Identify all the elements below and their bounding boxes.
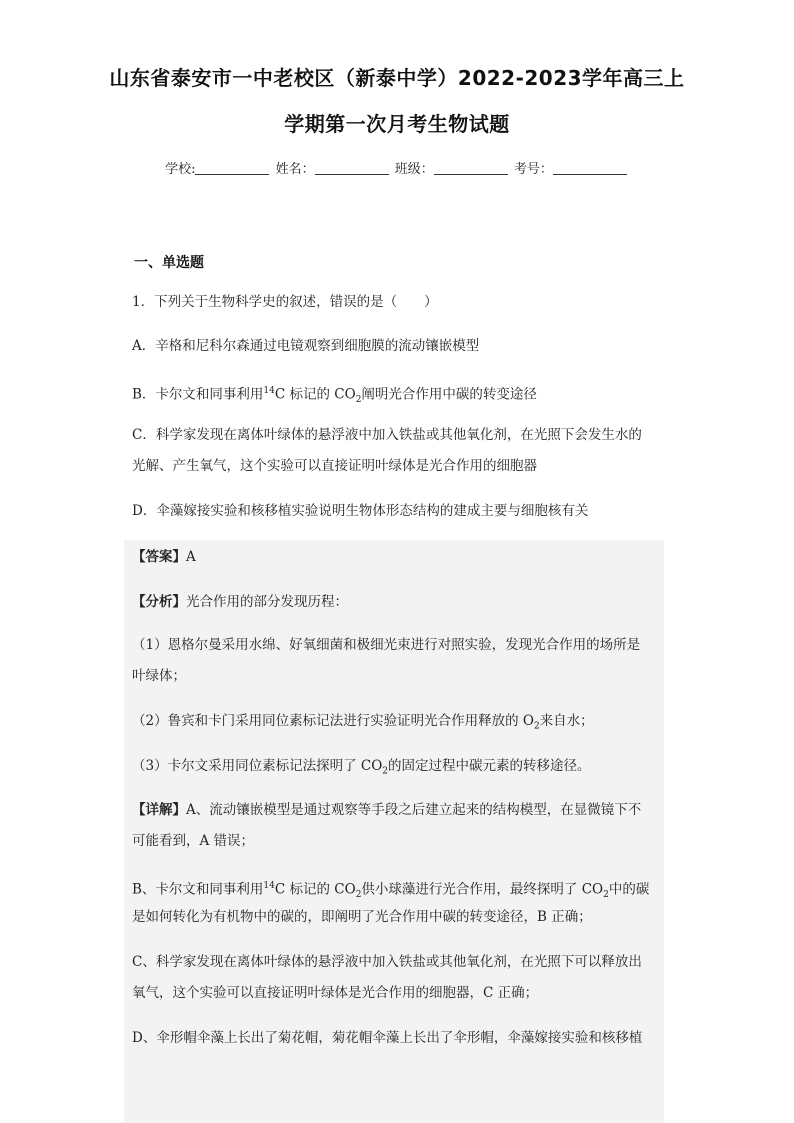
option-c-line-1: C．科学家发现在离体叶绿体的悬浮液中加入铁盐或其他氧化剂，在光照下会发生水的	[132, 427, 642, 443]
option-c-line-2: 光解、产生氧气，这个实验可以直接证明叶绿体是光合作用的细胞器	[132, 458, 537, 474]
detail-b-line-1: B、卡尔文和同事利用$^{14}$C 标记的 $CO_2$供小球藻进行光合作用，最终探明了 $CO_2$中的碳	[132, 881, 650, 901]
analysis-point-2: （2）鲁宾和卡门采用同位素标记法进行实验证明光合作用释放的 $O_2$来自水；	[132, 713, 594, 732]
detail-a-line-1: 【详解】A、流动镶嵌模型是通过观察等手段之后建立起来的结构模型，在显微镜下不	[132, 802, 642, 818]
section-heading: 一、单选题	[134, 255, 204, 271]
detail-label: 【详解】	[132, 802, 186, 818]
school-label: 学校:	[165, 162, 196, 177]
detail-b-line-2: 是如何转化为有机物中的碳的，即阐明了光合作用中碳的转变途径，B 正确；	[132, 909, 592, 925]
analysis-point-3: （3）卡尔文采用同位素标记法探明了 $CO_2$的固定过程中碳元素的转移途径。	[132, 758, 591, 777]
answer-value: A	[186, 549, 196, 565]
answer-line	[132, 546, 662, 568]
class-blank[interactable]	[434, 162, 508, 175]
exam-number-label: 考号：	[513, 162, 553, 177]
question-stem: 1．下列关于生物科学史的叙述，错误的是（ ）	[132, 294, 438, 310]
detail-a-line-2: 可能看到，A 错误；	[132, 833, 255, 849]
option-a: A．辛格和尼科尔森通过电镜观察到细胞膜的流动镶嵌模型	[132, 338, 480, 354]
option-b: B．卡尔文和同事利用$^{14}$C 标记的 $CO_2$阐明光合作用中碳的转变途径	[132, 386, 537, 406]
exam-number-blank[interactable]	[553, 162, 627, 175]
document-title-line-2: 学期第一次月考生物试题	[284, 112, 510, 136]
analysis-point-1-line-2: 叶绿体；	[132, 668, 186, 684]
analysis-point-1-line-1: （1）恩格尔曼采用水绵、好氧细菌和极细光束进行对照实验，发现光合作用的场所是	[132, 637, 641, 653]
document-title-line-1: 山东省泰安市一中老校区（新泰中学）2022-2023学年高三上	[109, 66, 685, 90]
answer-label: 【答案】	[132, 549, 186, 565]
school-blank[interactable]	[195, 162, 269, 175]
name-label: 姓名：	[275, 162, 315, 177]
detail-c-line-1: C、科学家发现在离体叶绿体的悬浮液中加入铁盐或其他氧化剂，在光照下可以释放出	[132, 954, 642, 970]
option-d: D．伞藻嫁接实验和核移植实验说明生物体形态结构的建成主要与细胞核有关	[132, 503, 589, 519]
detail-d-line-1: D、伞形帽伞藻上长出了菊花帽，菊花帽伞藻上长出了伞形帽，伞藻嫁接实验和核移植	[132, 1030, 643, 1046]
student-info-line	[0, 158, 794, 177]
analysis-label: 【分析】	[132, 594, 186, 610]
class-label: 班级：	[394, 162, 434, 177]
analysis-line: 【分析】光合作用的部分发现历程：	[132, 594, 348, 610]
name-blank[interactable]	[315, 162, 389, 175]
detail-c-line-2: 氧气，这个实验可以直接证明叶绿体是光合作用的细胞器，C 正确；	[132, 985, 539, 1001]
